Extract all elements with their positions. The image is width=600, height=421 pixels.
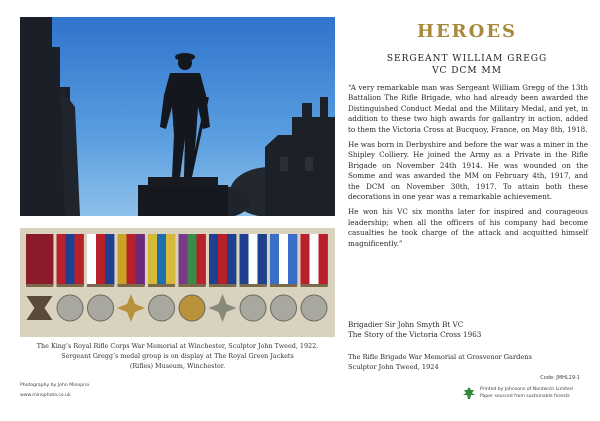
caption-line-3: (Rifles) Museum, Winchester. bbox=[129, 362, 226, 370]
medal bbox=[117, 234, 145, 322]
photography-credit: Photography by John Minoprio bbox=[20, 383, 90, 388]
medal bbox=[301, 234, 328, 321]
memorial-line-2: Sculptor John Tweed, 1924 bbox=[348, 362, 439, 371]
medal bbox=[179, 234, 206, 321]
story-paragraph: He was born in Derbyshire and before the war was a miner in the Shipley Colliery. He joined the Army as a Private in the Rifle Brigade on November 24th 1914. He was wounded on the Somme and was awarded the MM on February 4th, 1917, and the DCM on November 30th, 1917. To attain both these decorations in one year was a remarkable achievement. bbox=[348, 140, 588, 202]
memorial-line-1: The Rifle Brigade War Memorial at Grosvenor Gardens bbox=[348, 353, 532, 361]
memorial-silhouette-image bbox=[20, 17, 335, 216]
printer-text bbox=[480, 386, 595, 400]
product-code: Code: JMHL19-1 bbox=[540, 375, 580, 381]
memorial-photo bbox=[20, 17, 335, 216]
page-title: HEROES bbox=[416, 21, 518, 42]
medal bbox=[148, 234, 175, 321]
memorial-note bbox=[348, 353, 588, 372]
hero-honours: VC DCM MM bbox=[432, 66, 502, 76]
hero-name: SERGEANT WILLIAM GREGG bbox=[386, 54, 548, 64]
attribution-source: The Story of the Victoria Cross 1963 bbox=[348, 330, 482, 340]
medal bbox=[57, 234, 84, 321]
printer-name: Printed by Johnsons of Nantwich Limited bbox=[480, 387, 573, 392]
website-link[interactable]: www.minophoto.co.uk bbox=[20, 393, 71, 398]
photo-caption bbox=[20, 341, 335, 371]
story-text bbox=[348, 83, 588, 254]
paper-source: Paper sourced from sustainable forests bbox=[480, 394, 570, 399]
medal bbox=[240, 234, 267, 321]
attribution bbox=[348, 320, 588, 341]
medal bbox=[270, 234, 297, 321]
medal-group-photo bbox=[20, 228, 335, 337]
tree-leaf-icon bbox=[462, 386, 476, 400]
medal bbox=[209, 234, 237, 322]
caption-line-2: Sergeant Gregg’s medal group is on display at The Royal Green Jackets bbox=[61, 352, 294, 360]
story-paragraph: “A very remarkable man was Sergeant William Gregg of the 13th Battalion The Rifle Brigade, who had already been awarded the Distinguished Conduct Medal and the Military Medal, and yet, in addition to these two high awards for gallantry in action, added to them the Victoria Cross at Bucquoy, France, on May 8th, 1918. bbox=[348, 83, 588, 134]
medal-group-image bbox=[20, 228, 335, 337]
medal bbox=[87, 234, 114, 321]
hero-name-block bbox=[348, 53, 586, 77]
attribution-author: Brigadier Sir John Smyth Bt VC bbox=[348, 320, 464, 329]
story-paragraph: He won his VC six months later for inspired and courageous leadership; when all the officers of his company had become casualties he took charge of the attack and acquitted himself magnificently.” bbox=[348, 207, 588, 248]
caption-line-1: The King’s Royal Rifle Corps War Memorial at Winchester, Sculptor John Tweed, 1922. bbox=[36, 342, 319, 350]
